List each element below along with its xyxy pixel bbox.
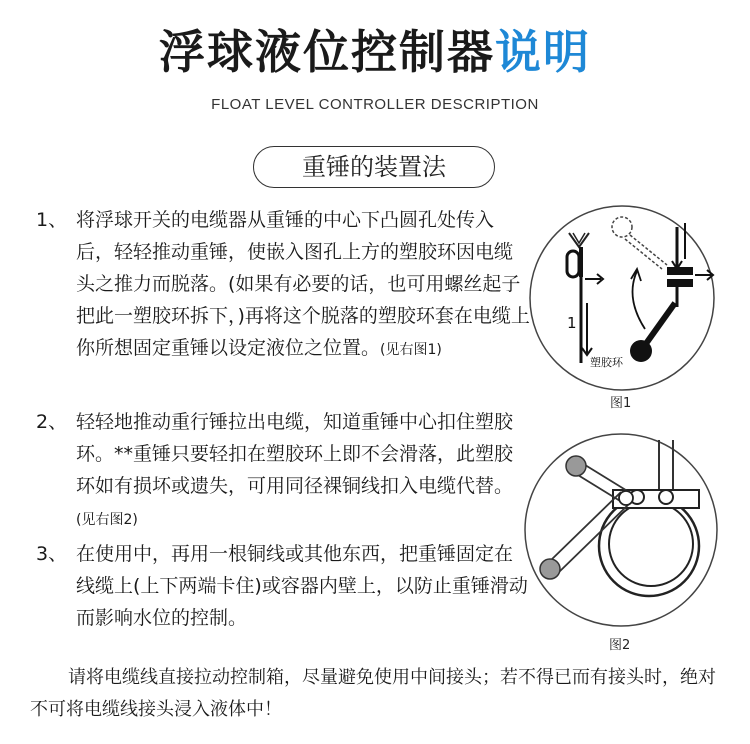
step-text: 将浮球开关的电缆器从重锤的中心下凸圆孔处传入后，轻轻推动重锤，使嵌入图孔上方的塑胶环因电缆头之推力而脱落。(如果有必要的话，也可用螺丝起子把此一塑胶环拆下，)再将这个脱落的塑胶环套在电缆上你所想固定重锤以设定液位之位置。	[76, 209, 530, 359]
figure-1-caption: 图1	[610, 396, 632, 411]
step-number: 3、	[36, 543, 68, 565]
figure-2-caption: 图2	[609, 638, 631, 653]
step-note: (见右图2)	[76, 512, 138, 528]
page-subtitle: FLOAT LEVEL CONTROLLER DESCRIPTION	[211, 96, 539, 113]
step-number: 2、	[36, 411, 68, 433]
footer-note: 请将电缆线直接拉动控制箱，尽量避免使用中间接头；若不得已而有接头时，绝对不可将电缆线接头浸入液体中！	[30, 667, 716, 720]
figure-1-diagram	[527, 203, 717, 393]
figure-1-marker: 1	[567, 314, 577, 332]
page-title	[0, 22, 750, 82]
title-main: 浮球液位控制器	[159, 25, 495, 79]
figure-2-diagram	[521, 430, 721, 630]
figure-1-label: 塑胶环	[590, 356, 623, 369]
step-note: (见右图1)	[380, 342, 442, 358]
step-text: 在使用中，再用一根铜线或其他东西，把重锤固定在线缆上(上下两端卡住)或容器内壁上，以防止重锤滑动而影响水位的控制。	[76, 543, 528, 629]
step-number: 1、	[36, 209, 68, 231]
section-heading: 重锤的装置法	[253, 146, 495, 188]
step-text: 轻轻地推动重行锤拉出电缆，知道重锤中心扣住塑胶环。**重锤只要轻扣在塑胶环上即不会滑落，此塑胶环如有损坏或遗失，可用同径裸铜线扣入电缆代替。	[76, 411, 514, 497]
title-accent: 说明	[495, 25, 591, 79]
